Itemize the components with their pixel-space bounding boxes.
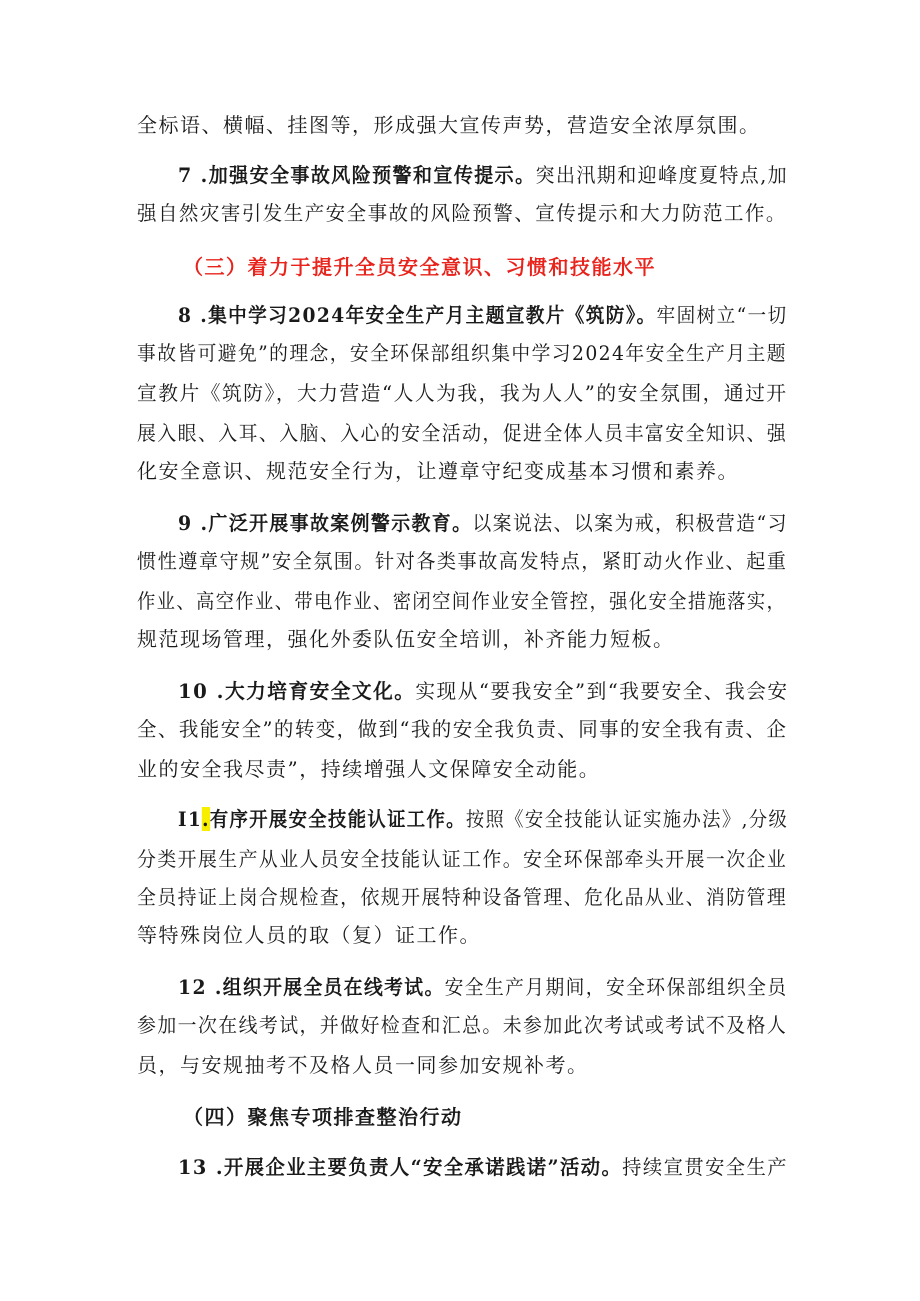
paragraph-10-title: 10 .大力培育安全文化。 [178,679,416,703]
text: 化安全意识、规范安全行为，让遵章守纪变成基本习惯和素养。 [137,459,739,483]
text-line [137,922,481,948]
highlighted-marker: . [202,807,210,831]
heading-text: （四）聚焦专项排查整治行动 [183,1105,463,1129]
paragraph-12-text: 安全生产月期间，安全环保部组织全员 [444,975,788,999]
paragraph-13-title: 13 .开展企业主要负责人“安全承诺践诺”活动。 [178,1155,623,1179]
paragraph-10-first-line [178,678,789,704]
text-line [137,716,787,742]
paragraph-7-text: 突出汛期和迎峰度夏特点,加 [535,163,789,187]
paragraph-12-first-line [178,974,787,1000]
paragraph-9-text: 以案说法、以案为戒，积极营造“习 [472,511,788,535]
paragraph-8-text: 牢固树立“一切 [656,303,788,327]
section-heading-4 [183,1104,463,1130]
paragraph-10-text: 实现从“要我安全”到“我要安全、我会安 [415,679,789,703]
text-line [137,458,739,484]
text-line [137,756,600,782]
paragraph-8-first-line [178,302,788,328]
paragraph-9-title: 9 .广泛开展事故案例警示教育。 [178,511,473,535]
text-line [137,1052,589,1078]
paragraph-11-first-line [178,806,788,832]
paragraph-8-title: 8 .集中学习2024年安全生产月主题宣教片《筑防》。 [178,303,657,327]
text: 员，与安规抽考不及格人员一同参加安规补考。 [137,1053,589,1077]
text: 事故皆可避免”的理念，安全环保部组织集中学习2024年安全生产月主题 [137,341,787,365]
text: 参加一次在线考试，并做好检查和汇总。未参加此次考试或考试不及格人 [137,1013,788,1037]
text-line [137,380,788,406]
paragraph-7-title: 7 .加强安全事故风险预警和宣传提示。 [178,163,536,187]
paragraph-7-first-line [178,162,788,188]
text-line [137,340,787,366]
text-line [137,884,787,910]
text: 全标语、横幅、挂图等，形成强大宣传声势，营造安全浓厚氛围。 [137,113,761,137]
text: 全、我能安全”的转变，做到“我的安全我负责、同事的安全我有责、企 [137,717,788,741]
paragraph-11-text: 按照《安全技能认证实施办法》,分级 [465,807,789,831]
text-line [137,200,787,226]
paragraph-9-first-line [178,510,788,536]
text: 分类开展生产从业人员安全技能认证工作。安全环保部牵头开展一次企业 [137,847,788,871]
paragraph-11-number: I1 [178,807,203,831]
paragraph-13-text: 持续宣贯安全生产 [622,1155,788,1179]
text-line [137,846,787,872]
text-line [137,1012,787,1038]
text: 宣教片《筑防》，大力营造“人人为我，我为人人”的安全氛围，通过开 [137,381,788,405]
text: 规范现场管理，强化外委队伍安全培训，补齐能力短板。 [137,627,675,651]
paragraph-13-first-line [178,1154,788,1180]
text: 强自然灾害引发生产安全事故的风险预警、宣传提示和大力防范工作。 [137,201,787,225]
text-line [137,548,787,574]
text: 作业、高空作业、带电作业、密闭空间作业安全管控，强化安全措施落实， [137,589,787,613]
text: 惯性遵章守规”安全氛围。针对各类事故高发特点，紧盯动火作业、起重 [137,549,788,573]
section-heading-3 [183,254,656,280]
paragraph-11-title: 有序开展安全技能认证工作。 [209,807,466,831]
text-line [137,112,761,138]
text: 等特殊岗位人员的取（复）证工作。 [137,923,481,947]
text-line [137,626,675,652]
heading-text: （三）着力于提升全员安全意识、习惯和技能水平 [183,255,656,279]
text: 业的安全我尽责”，持续增强人文保障安全动能。 [137,757,601,781]
paragraph-12-title: 12 .组织开展全员在线考试。 [178,975,445,999]
text: 展入眼、入耳、入脑、入心的安全活动，促进全体人员丰富安全知识、强 [137,421,788,445]
text-line [137,588,786,614]
text: 全员持证上岗合规检查，依规开展特种设备管理、危化品从业、消防管理 [137,885,788,909]
text-line [137,420,787,446]
